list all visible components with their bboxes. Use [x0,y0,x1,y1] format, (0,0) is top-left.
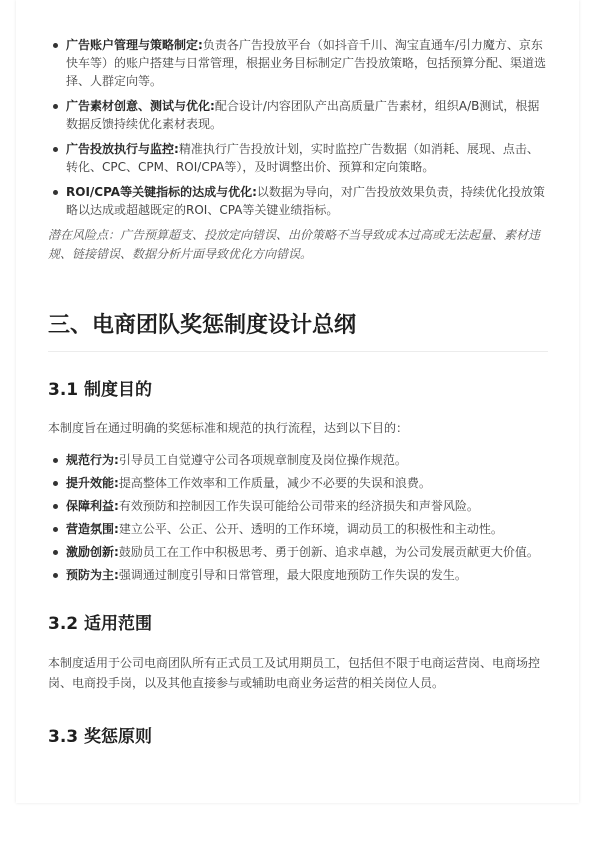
list-item: 预防为主:强调通过制度引导和日常管理，最大限度地预防工作失误的发生。 [48,566,548,584]
subsection-heading-3-3: 3.3 奖惩原则 [48,727,153,747]
document-content [48,0,548,749]
list-item: 保障利益:有效预防和控制因工作失误可能给公司带来的经济损失和声誉风险。 [48,497,548,515]
scope-paragraph: 本制度适用于公司电商团队所有正式员工及试用期员工，包括但不限于电商运营岗、电商场控岗、电商投手岗，以及其他直接参与或辅助电商业务运营的相关岗位人员。 [48,656,541,690]
list-item: 提升效能:提高整体工作效率和工作质量，减少不必要的失误和浪费。 [48,474,548,492]
list-item: 广告投放执行与监控:精准执行广告投放计划，实时监控广告数据（如消耗、展现、点击、转化、CPC、CPM、ROI/CPA等），及时调整出价、预算和定向策略。 [48,140,548,176]
list-item: 激励创新:鼓励员工在工作中积极思考、勇于创新、追求卓越，为公司发展贡献更大价值。 [48,543,548,561]
risk-note: 潜在风险点：广告预算超支、投放定向错误、出价策略不当导致成本过高或无法起量、素材违规、链接错误、数据分析片面导致优化方向错误。 [48,228,541,261]
list-item: 规范行为:引导员工自觉遵守公司各项规章制度及岗位操作规范。 [48,451,548,469]
list-item: 广告账户管理与策略制定:负责各广告投放平台（如抖音千川、淘宝直通车/引力魔方、京东快车等）的账户搭建与日常管理，根据业务目标制定广告投放策略，包括预算分配、渠道选择、人群定向等。 [48,36,548,90]
section-heading: 三、电商团队奖惩制度设计总纲 [48,312,548,352]
subsection-heading-3-2: 3.2 适用范围 [48,614,153,634]
subsection-heading-3-1: 3.1 制度目的 [48,380,153,400]
list-item: 广告素材创意、测试与优化:配合设计/内容团队产出高质量广告素材，组织A/B测试，根据数据反馈持续优化素材表现。 [48,97,548,133]
purpose-intro: 本制度旨在通过明确的奖惩标准和规范的执行流程，达到以下目的： [48,421,409,435]
purpose-list [48,451,548,584]
list-item: ROI/CPA等关键指标的达成与优化:以数据为导向，对广告投放效果负责，持续优化投放策略以达成或超越既定的ROI、CPA等关键业绩指标。 [48,183,548,219]
list-item: 营造氛围:建立公平、公正、公开、透明的工作环境，调动员工的积极性和主动性。 [48,520,548,538]
document-page [16,0,579,803]
responsibility-list [48,36,548,219]
